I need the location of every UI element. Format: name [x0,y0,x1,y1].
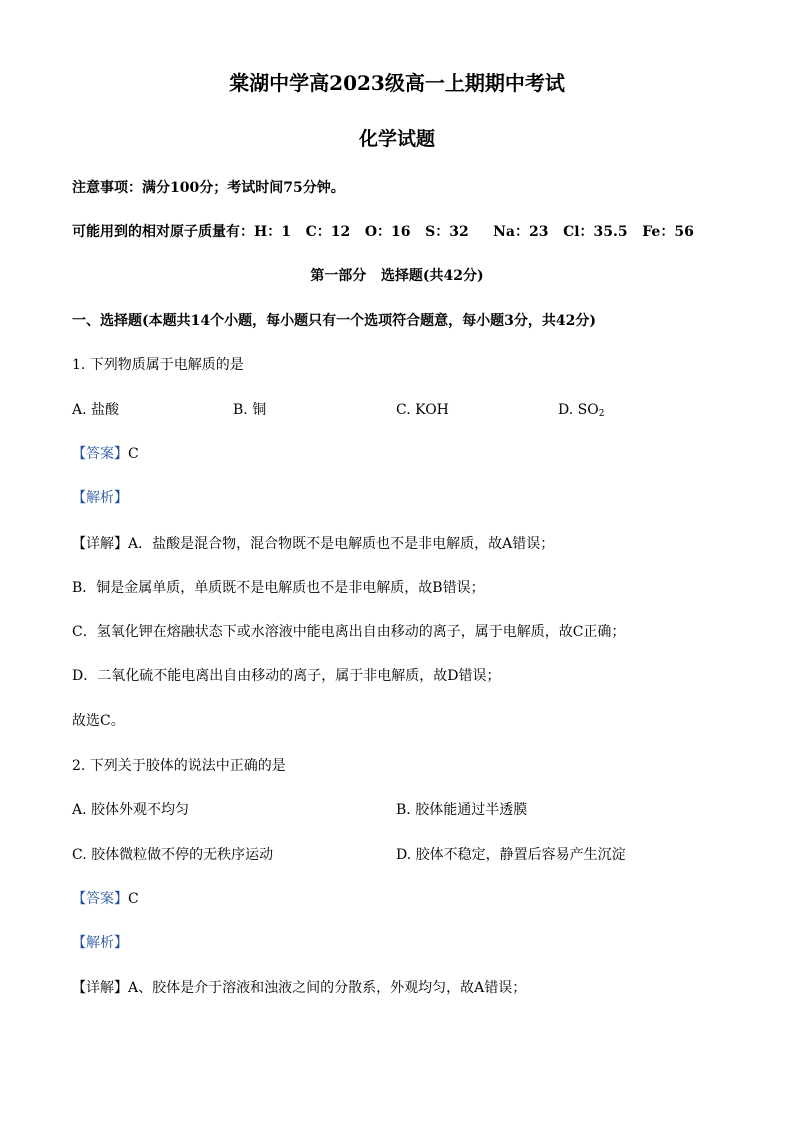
exam-title: 棠湖中学高2023级高一上期期中考试 [229,71,565,95]
subscript-2: 2 [598,409,605,419]
answer-tag: 【答案】 [72,446,128,462]
q2-analysis [72,933,734,953]
answer-value: C [128,446,139,462]
q2-answer [72,889,734,909]
analysis-tag: 【解析】 [72,935,128,951]
part-heading: 第一部分 选择题(共42分) [310,268,484,284]
detail-tag: 【详解】 [72,536,128,552]
q2-option-c: C. 胶体微粒做不停的无秩序运动 [72,847,274,863]
q1-detail-4: D．二氧化硫不能电离出自由移动的离子，属于非电解质，故D错误； [72,668,501,684]
question-1-stem: 1. 下列物质属于电解质的是 [72,357,244,373]
q1-option-b: B. 铜 [233,402,267,418]
detail-tag: 【详解】 [72,980,128,996]
subject-title: 化学试题 [358,128,435,150]
q2-detail-1: 【详解】A、胶体是介于溶液和浊液之间的分散系，外观均匀，故A错误； [72,980,527,996]
q2-option-d: D. 胶体不稳定，静置后容易产生沉淀 [396,847,626,863]
question-2-stem: 2. 下列关于胶体的说法中正确的是 [72,758,286,774]
q1-detail-1: 【详解】A．盐酸是混合物，混合物既不是电解质也不是非电解质，故A错误； [72,536,555,552]
q1-option-a: A. 盐酸 [72,402,120,418]
answer-value: C [128,891,139,907]
q1-option-d: D. $SO_2$ [558,402,605,419]
notice-text: 注意事项：满分100分；考试时间75分钟。 [72,180,345,196]
section-heading: 一、选择题(本题共14个小题，每小题只有一个选项符合题意，每小题3分，共42分) [72,313,596,329]
q1-option-c: C. KOH [396,402,449,418]
q1-detail-3: C．氢氧化钾在熔融状态下或水溶液中能电离出自由移动的离子，属于电解质，故C正确； [72,624,626,640]
q1-analysis [72,488,734,508]
analysis-tag: 【解析】 [72,490,128,506]
q2-option-a: A. 胶体外观不均匀 [72,802,190,818]
answer-tag: 【答案】 [72,891,128,907]
q1-answer [72,444,734,464]
q1-conclusion: 故选C。 [72,713,125,729]
q1-detail-2: B．铜是金属单质，单质既不是电解质也不是非电解质，故B错误； [72,580,485,596]
atomic-mass-text: 可能用到的相对原子质量有：H：1 C：12 O：16 S：32 Na：23 Cl：35.5 Fe：56 [72,224,694,240]
q2-option-b: B. 胶体能通过半透膜 [396,802,528,818]
